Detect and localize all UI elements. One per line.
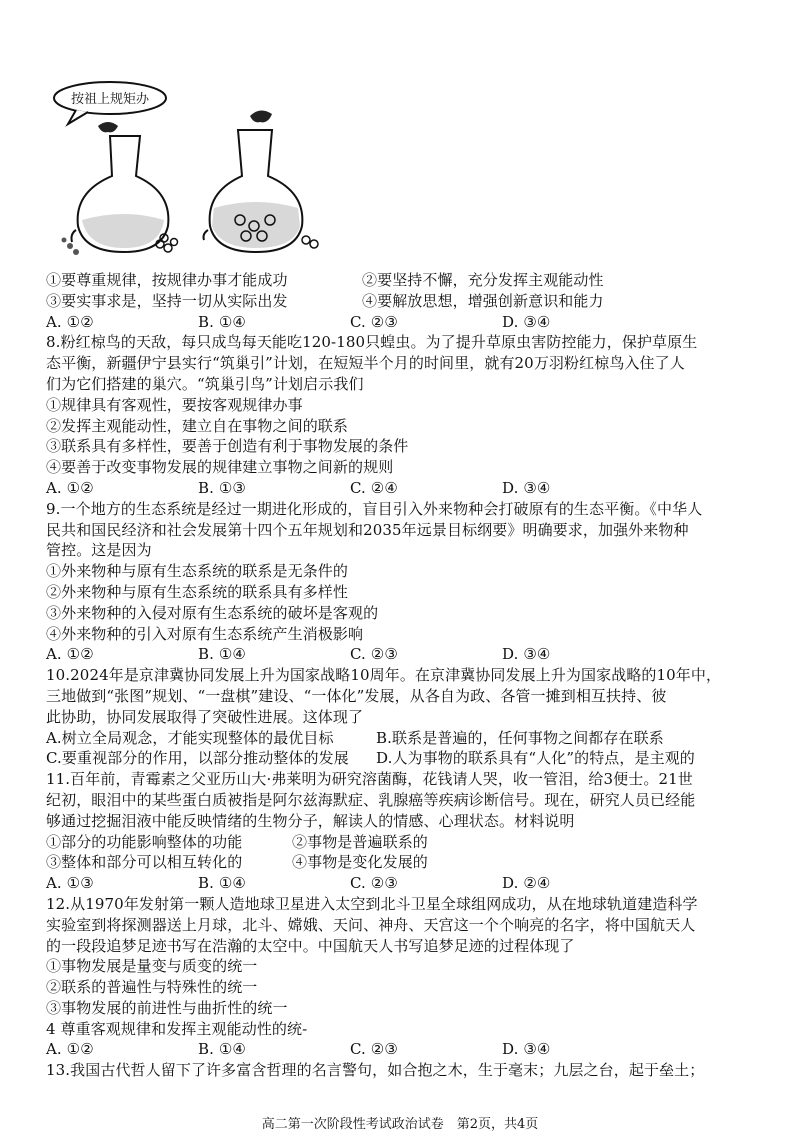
q7-option-d: D. ③④ bbox=[502, 312, 551, 331]
q10-stem-line-1: 10.2024年是京津冀协同发展上升为国家战略10周年。在京津冀协同发展上升为国家战略的10年中， bbox=[46, 666, 722, 685]
q12-stem-line-2: 实验室到将探测器送上月球，北斗、嫦娥、天问、神舟、天宫这一个个响亮的名字，将中国航天人 bbox=[46, 915, 696, 934]
q9-stem-line-2: 民共和国民经济和社会发展第十四个五年规划和2035年远景目标纲要》明确要求，加强外来物种 bbox=[46, 520, 689, 539]
question-text-block bbox=[46, 270, 766, 1081]
q12-stem-line-1: 12.从1970年发射第一颗人造地球卫星进入太空到北斗卫星全球组网成功，从在地球轨道建造科学 bbox=[46, 894, 698, 913]
q12-option-d: D. ③④ bbox=[502, 1040, 551, 1059]
q9-stem-line-1: 9.一个地方的生态系统是经过一期进化形成的，盲目引入外来物种会打破原有的生态平衡。《中华人 bbox=[46, 499, 703, 518]
q10-stem-line-3: 此协助，协同发展取得了突破性进展。这体现了 bbox=[46, 707, 364, 726]
q7-statement-row-1 bbox=[46, 270, 766, 291]
pebbles-right bbox=[302, 236, 318, 248]
q8-statement-3: ③联系具有多样性，要善于创造有利于事物发展的条件 bbox=[46, 437, 409, 456]
q11-statement-row-2 bbox=[46, 852, 766, 873]
q9-option-d: D. ③④ bbox=[502, 645, 551, 664]
q11-stem-line-3: 够通过挖掘泪液中能反映情绪的生物分子，解读人的情感、心理状态。材料说明 bbox=[46, 811, 575, 830]
q12-statement-2: ②联系的普遍性与特殊性的统一 bbox=[46, 978, 258, 997]
q10-option-b: B.联系是普遍的，任何事物之间都存在联系 bbox=[376, 728, 664, 747]
left-bird-icon bbox=[98, 122, 118, 132]
q9-statement-3: ③外来物种的入侵对原有生态系统的破坏是客观的 bbox=[46, 603, 379, 622]
q8-option-d: D. ③④ bbox=[502, 478, 551, 497]
page-footer: 高二第一次阶段性考试政治试卷 第2页，共4页 bbox=[261, 1117, 539, 1132]
q8-stem-line-2: 态平衡，新疆伊宁县实行“筑巢引”计划，在短短半个月的时间里，就有20万羽粉红椋鸟入住了人 bbox=[46, 354, 685, 373]
q8-statement-2: ②发挥主观能动性，建立自在事物之间的联系 bbox=[46, 416, 349, 435]
q10-option-row-1 bbox=[46, 728, 766, 749]
q8-statement-4: ④要善于改变事物发展的规律建立事物之间新的规则 bbox=[46, 458, 394, 477]
q11-statement-row-1 bbox=[46, 832, 766, 853]
q11-statement-2: ②事物是普遍联系的 bbox=[292, 832, 428, 851]
q9-options bbox=[46, 644, 766, 665]
q10-option-a: A.树立全局观念，才能实现整体的最优目标 bbox=[46, 728, 334, 747]
q9-statement-1: ①外来物种与原有生态系统的联系是无条件的 bbox=[46, 562, 349, 581]
q11-stem-line-1: 11.百年前，青霉素之父亚历山大·弗莱明为研究溶菌酶，花钱请人哭，收一管泪，给3便士。21世 bbox=[46, 770, 693, 789]
q11-option-d: D. ②④ bbox=[502, 874, 551, 893]
q12-statement-1: ①事物发展是量变与质变的统一 bbox=[46, 957, 258, 976]
q11-option-c: C. ②③ bbox=[350, 874, 398, 893]
q11-option-a: A. ①③ bbox=[46, 874, 94, 893]
q10-stem-line-2: 三地做到“张图”规划、“一盘棋”建设、“一体化”发展，从各自为政、各管一摊到相互扶持、彼 bbox=[46, 686, 667, 705]
q8-stem-line-1: 8.粉红椋鸟的天敌，每只成鸟每天能吃120-180只蝗虫。为了提升草原虫害防控能力，保护草原生 bbox=[46, 333, 698, 352]
q7-statement-row-2 bbox=[46, 291, 766, 312]
right-bird-icon bbox=[250, 110, 272, 122]
q11-statement-1: ①部分的功能影响整体的功能 bbox=[46, 832, 243, 851]
q12-statement-4: 4 尊重客观规律和发挥主观能动性的统- bbox=[46, 1019, 308, 1038]
q9-statement-4: ④外来物种的引入对原有生态系统产生消极影响 bbox=[46, 624, 364, 643]
q8-option-a: A. ①② bbox=[46, 478, 94, 497]
q8-stem-line-3: 们为它们搭建的巢穴。“筑巢引鸟”计划启示我们 bbox=[46, 374, 364, 393]
speech-bubble-text: 按祖上规矩办 bbox=[70, 92, 150, 107]
q9-option-a: A. ①② bbox=[46, 645, 94, 664]
q7-option-a: A. ①② bbox=[46, 312, 94, 331]
q11-statement-4: ④事物是变化发展的 bbox=[292, 853, 428, 872]
q12-stem-line-3: 的一段段追梦足迹书写在浩瀚的太空中。中国航天人书写追梦足迹的过程体现了 bbox=[46, 936, 575, 955]
q10-option-d: D.人为事物的联系具有“人化”的特点，是主观的 bbox=[376, 749, 695, 768]
q11-stem-line-2: 纪初，眼泪中的某些蛋白质被指是阿尔兹海默症、乳腺癌等疾病诊断信号。现在，研究人员已经能 bbox=[46, 790, 696, 809]
q10-option-c: C.要重视部分的作用，以部分推动整体的发展 bbox=[46, 749, 349, 768]
cartoon-illustration bbox=[40, 80, 340, 260]
q8-option-b: B. ①③ bbox=[198, 478, 246, 497]
q12-option-a: A. ①② bbox=[46, 1040, 94, 1059]
q9-option-c: C. ②③ bbox=[350, 645, 398, 664]
q8-option-c: C. ②④ bbox=[350, 478, 398, 497]
q8-statement-1: ①规律具有客观性，要按客观规律办事 bbox=[46, 395, 303, 414]
q9-stem-line-3: 管控。这是因为 bbox=[46, 541, 152, 560]
q11-options bbox=[46, 873, 766, 894]
q12-option-c: C. ②③ bbox=[350, 1040, 398, 1059]
q7-statement-2: ②要坚持不懈，充分发挥主观能动性 bbox=[362, 271, 604, 289]
q12-statement-3: ③事物发展的前进性与曲折性的统一 bbox=[46, 998, 288, 1017]
q10-option-row-2 bbox=[46, 748, 766, 769]
q7-options bbox=[46, 312, 766, 333]
q7-statement-4: ④要解放思想，增强创新意识和能力 bbox=[362, 291, 604, 310]
q12-options bbox=[46, 1039, 766, 1060]
q7-statement-1: ①要尊重规律，按规律办事才能成功 bbox=[46, 271, 288, 289]
q11-option-b: B. ①④ bbox=[198, 874, 246, 893]
q9-option-b: B. ①④ bbox=[198, 645, 246, 664]
q9-statement-2: ②外来物种与原有生态系统的联系具有多样性 bbox=[46, 582, 349, 601]
q7-option-b: B. ①④ bbox=[198, 312, 246, 331]
q13-stem-line-1: 13.我国古代哲人留下了许多富含哲理的名言警句，如合抱之木，生于毫末；九层之台，起于垒土； bbox=[46, 1061, 705, 1080]
q12-option-b: B. ①④ bbox=[198, 1040, 246, 1059]
q7-statement-3: ③要实事求是，坚持一切从实际出发 bbox=[46, 291, 288, 310]
q8-options bbox=[46, 478, 766, 499]
q11-statement-3: ③整体和部分可以相互转化的 bbox=[46, 853, 243, 872]
q7-option-c: C. ②③ bbox=[350, 312, 398, 331]
